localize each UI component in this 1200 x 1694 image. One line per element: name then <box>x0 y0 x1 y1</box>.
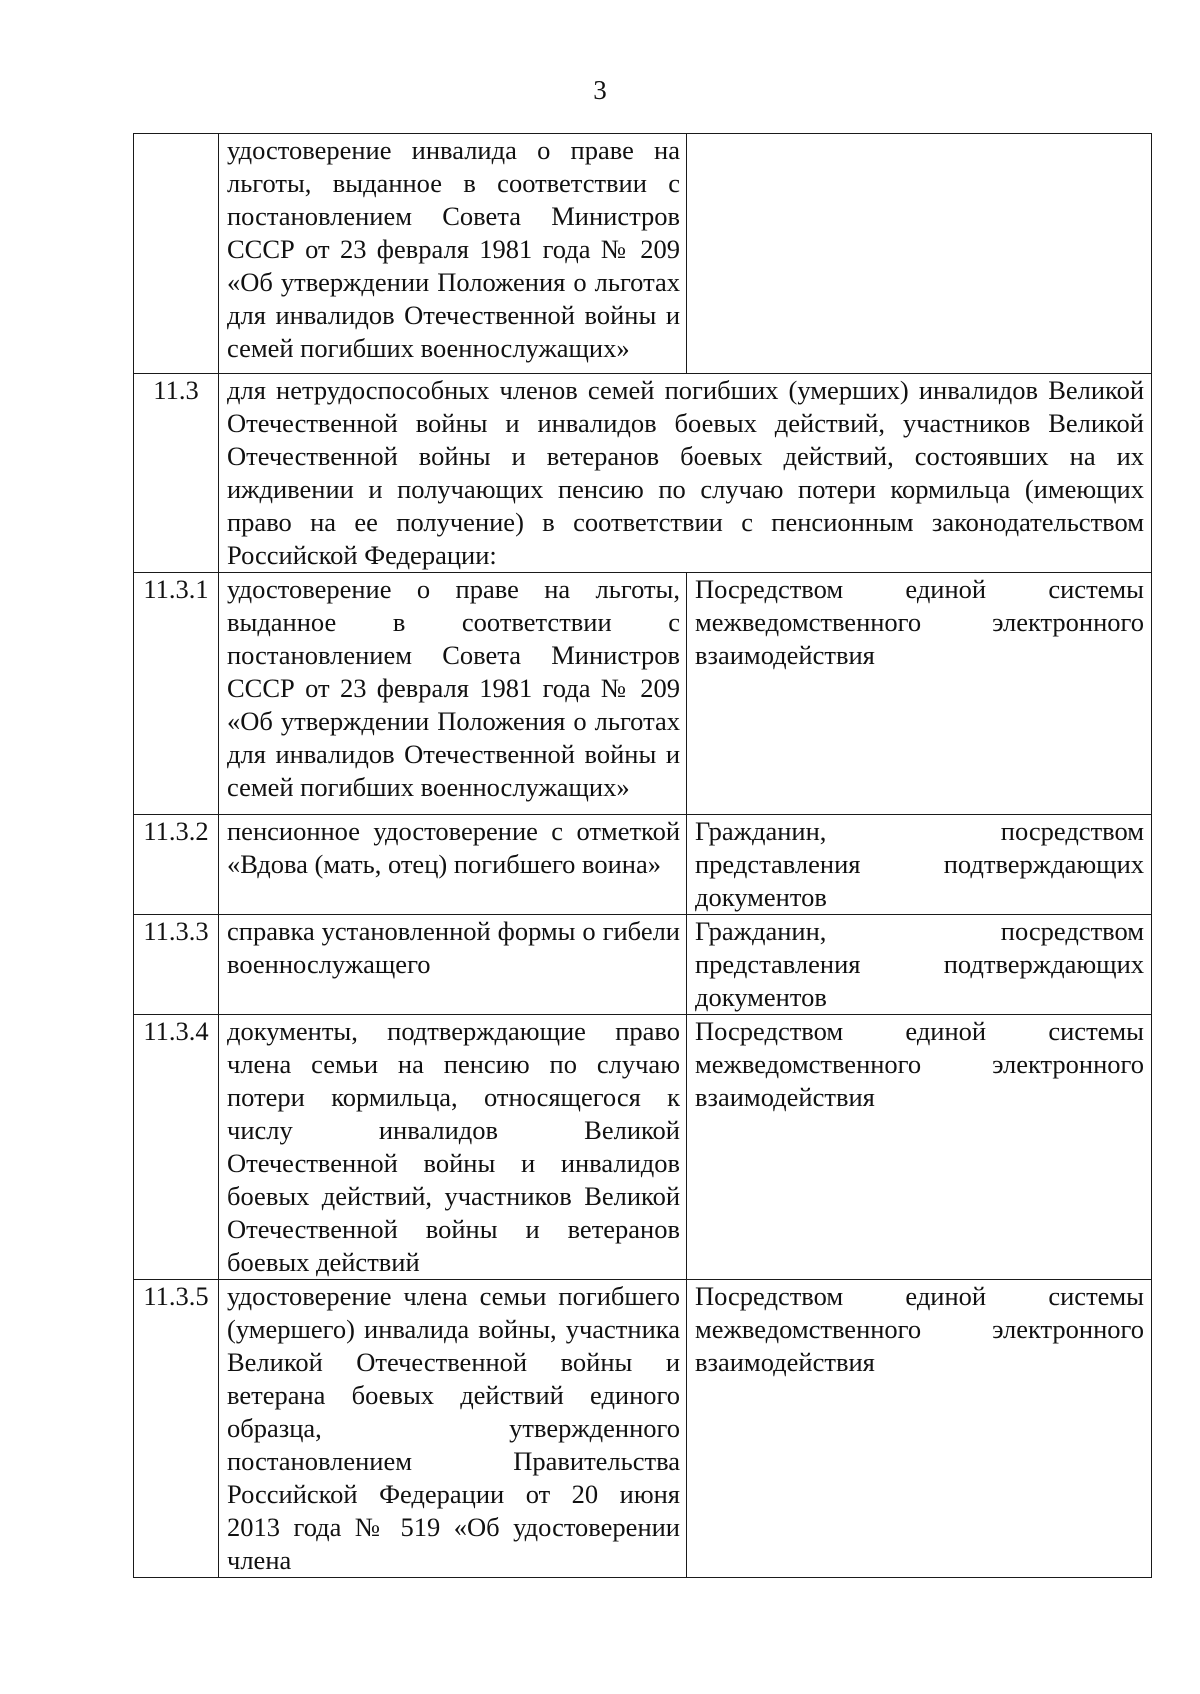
row-number: 11.3.3 <box>134 915 219 1015</box>
submission-method: Гражданин, посредством представления подтверждающих документов <box>687 915 1152 1015</box>
document-description: удостоверение о праве на льготы, выданное в соответствии с постановлением Совета Министров СССР от 23 февраля 1981 года № 209 «Об утверждении Положения о льготах для инвалидов Отечественной войны и семей погибших военнослужащих» <box>219 573 687 815</box>
section-description: для нетрудоспособных членов семей погибших (умерших) инвалидов Великой Отечественной войны и инвалидов боевых действий, участников Великой Отечественной войны и ветеранов боевых действий, состоявших на их иждивении и получающих пенсию по случаю потери кормильца (имеющих право на ее получение) в соответствии с пенсионным законодательством Российской Федерации: <box>219 374 1152 573</box>
page-number: 3 <box>593 75 607 105</box>
table-row <box>134 134 1152 374</box>
submission-method: Посредством единой системы межведомственного электронного взаимодействия <box>687 1280 1152 1578</box>
documents-table <box>133 133 1152 1578</box>
document-description: справка установленной формы о гибели военнослужащего <box>219 915 687 1015</box>
document-description: удостоверение члена семьи погибшего (умершего) инвалида войны, участника Великой Отечественной войны и ветерана боевых действий единого образца, утвержденного постановлением Правительства Российской Федерации от 20 июня 2013 года № 519 «Об удостоверении члена <box>219 1280 687 1578</box>
row-number: 11.3 <box>134 374 219 573</box>
submission-method: Посредством единой системы межведомственного электронного взаимодействия <box>687 573 1152 815</box>
row-number <box>134 134 219 374</box>
document-description: пенсионное удостоверение с отметкой «Вдова (мать, отец) погибшего воина» <box>219 815 687 915</box>
submission-method: Гражданин, посредством представления подтверждающих документов <box>687 815 1152 915</box>
submission-method: Посредством единой системы межведомственного электронного взаимодействия <box>687 1015 1152 1280</box>
row-number: 11.3.4 <box>134 1015 219 1280</box>
document-description: документы, подтверждающие право члена семьи на пенсию по случаю потери кормильца, относящегося к числу инвалидов Великой Отечественной войны и инвалидов боевых действий, участников Великой Отечественной войны и ветеранов боевых действий <box>219 1015 687 1280</box>
row-number: 11.3.5 <box>134 1280 219 1578</box>
row-number: 11.3.2 <box>134 815 219 915</box>
table-row <box>134 815 1152 915</box>
document-description: удостоверение инвалида о праве на льготы, выданное в соответствии с постановлением Совета Министров СССР от 23 февраля 1981 года № 209 «Об утверждении Положения о льготах для инвалидов Отечественной войны и семей погибших военнослужащих» <box>219 134 687 374</box>
table-row <box>134 1015 1152 1280</box>
submission-method <box>687 134 1152 374</box>
table-row <box>134 915 1152 1015</box>
row-number: 11.3.1 <box>134 573 219 815</box>
table-row <box>134 573 1152 815</box>
table-row <box>134 374 1152 573</box>
table-row <box>134 1280 1152 1578</box>
